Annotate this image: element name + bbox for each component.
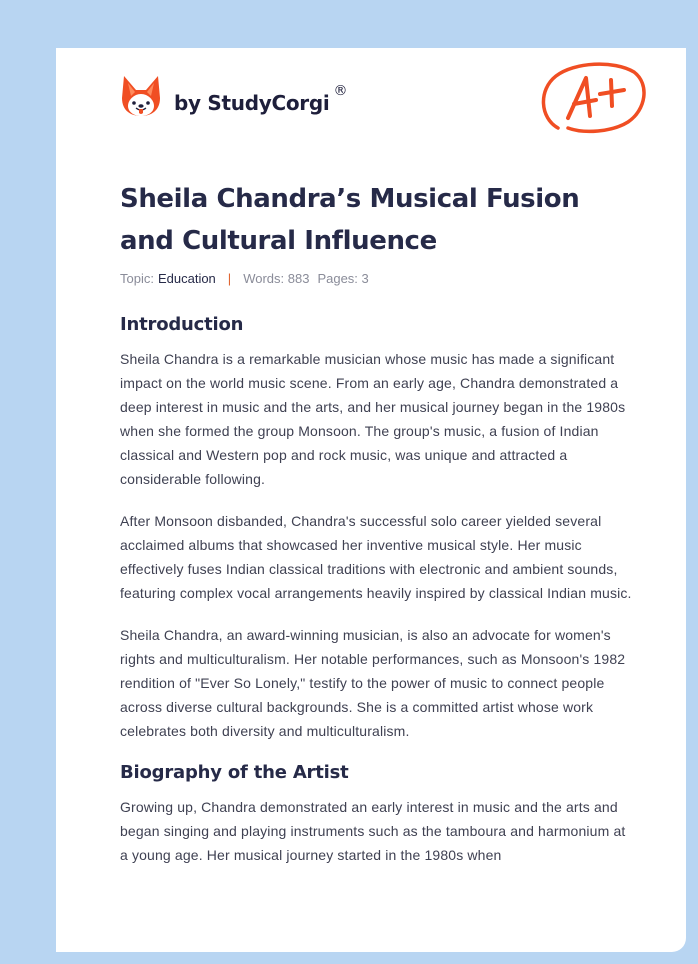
section-heading-introduction: Introduction [120, 314, 244, 335]
paragraph: Growing up, Chandra demonstrated an early interest in music and the arts and began singing and playing instruments such as the tamboura and harmonium at a young age. Her musical journey started in the 1980s when [120, 799, 626, 863]
article [120, 178, 632, 867]
a-plus-grade-icon [538, 58, 648, 140]
logo-text: by StudyCorgi [174, 91, 330, 115]
article-title: Sheila Chandra’s Musical Fusion and Cultural Influence [120, 184, 580, 256]
topic-label: Topic: [120, 271, 154, 286]
page-count: Pages: 3 [317, 271, 369, 286]
registered-mark: ® [333, 83, 348, 99]
section-heading-biography: Biography of the Artist [120, 762, 349, 783]
paragraph: After Monsoon disbanded, Chandra's successful solo career yielded several acclaimed albums that showcased her inventive musical style. Her music effectively fuses Indian classical traditions with electronic and ambient sounds, featuring complex vocal arrangements heavily inspired by classical Indian music. [120, 513, 632, 601]
article-meta [120, 270, 632, 288]
meta-separator: | [227, 271, 232, 286]
studycorgi-logo[interactable] [120, 74, 347, 120]
topic-link[interactable]: Education [157, 271, 216, 286]
document-page [56, 48, 686, 952]
corgi-icon [120, 74, 162, 120]
paragraph: Sheila Chandra, an award-winning musician, is also an advocate for women's rights and multiculturalism. Her notable performances, such as Monsoon's 1982 rendition of "Ever So Lonely," testify to the power of music to connect people across diverse cultural backgrounds. She is a committed artist whose work celebrates both diversity and multiculturalism. [120, 627, 626, 739]
word-count: Words: 883 [243, 271, 310, 286]
page-header [56, 48, 686, 158]
paragraph: Sheila Chandra is a remarkable musician whose music has made a significant impact on the world music scene. From an early age, Chandra demonstrated a deep interest in music and the arts, and her musical journey began in the 1980s when she formed the group Monsoon. The group's music, a fusion of Indian classical and Western pop and rock music, was unique and attracted a considerable following. [120, 351, 626, 487]
